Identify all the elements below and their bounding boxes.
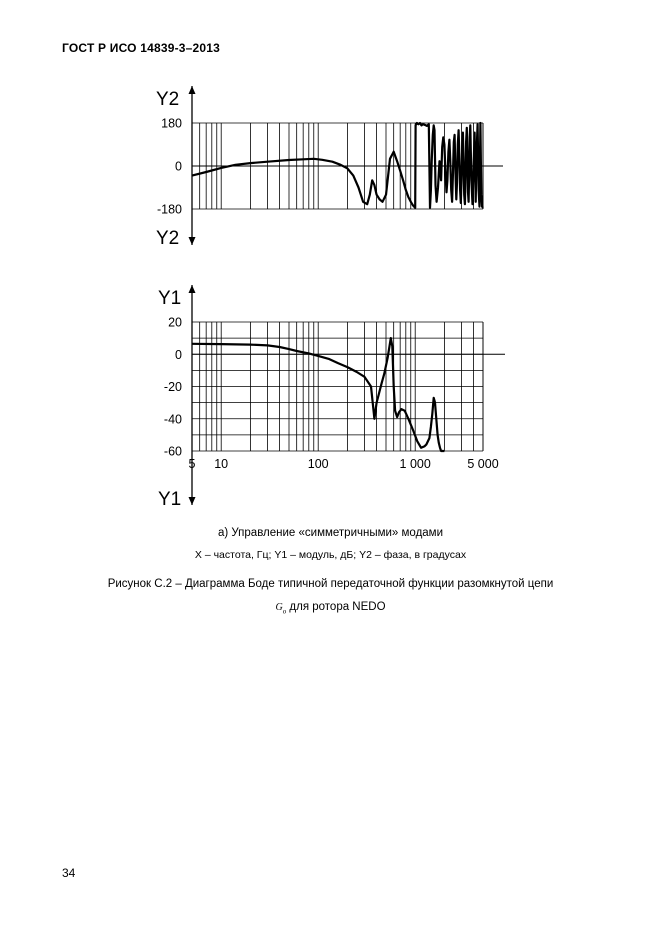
- phase-ylabel-bottom: Y2: [156, 228, 180, 249]
- x-tick-label: 100: [307, 457, 329, 471]
- figure-suffix: для ротора NEDO: [286, 601, 386, 613]
- figure-legend: X – частота, Гц; Y1 – модуль, дБ; Y2 – фаза, в градусах: [194, 549, 467, 561]
- subfigure-caption: а) Управление «симметричными» модами: [217, 527, 444, 539]
- y-axis-arrow-down: [189, 237, 196, 245]
- phase-ylabel-top: Y2: [156, 89, 180, 110]
- y-tick-label: 20: [168, 315, 182, 330]
- y-axis-arrow-down: [189, 497, 196, 505]
- figure-title: Рисунок С.2 – Диаграмма Боде типичной передаточной функции разомкнутой цепи: [107, 578, 554, 590]
- magnitude-ticks: [164, 316, 499, 472]
- x-tick-label: 5: [188, 457, 196, 471]
- magnitude-grid: [192, 322, 483, 451]
- y-tick-label: -60: [163, 444, 182, 459]
- x-tick-label: 1 000: [399, 457, 431, 471]
- phase-chart: [0, 0, 661, 260]
- y-tick-label: -40: [163, 412, 182, 427]
- figure-title-continued: [0, 601, 661, 615]
- phase-series-line: [192, 123, 483, 208]
- document-header: ГОСТ Р ИСО 14839-3–2013: [62, 41, 221, 55]
- magnitude-ylabel-bottom: Y1: [158, 489, 182, 510]
- phase-ticks: [157, 117, 182, 217]
- figure-symbol: G: [275, 602, 283, 613]
- y-tick-label: 180: [161, 116, 182, 131]
- y-axis-arrow-up: [189, 285, 196, 293]
- y-tick-label: -180: [156, 202, 182, 217]
- x-tick-label: 5 000: [467, 457, 499, 471]
- y-tick-label: 0: [175, 159, 182, 174]
- y-tick-label: -20: [163, 380, 182, 394]
- magnitude-axes: [189, 285, 506, 505]
- magnitude-chart: [0, 270, 661, 520]
- figure-symbol-subscript: o: [282, 607, 287, 616]
- y-axis-arrow-up: [189, 86, 196, 94]
- magnitude-ylabel-top: Y1: [158, 288, 182, 309]
- x-tick-label: 10: [214, 457, 229, 471]
- y-tick-label: 0: [175, 347, 182, 362]
- page-number: 34: [62, 866, 76, 880]
